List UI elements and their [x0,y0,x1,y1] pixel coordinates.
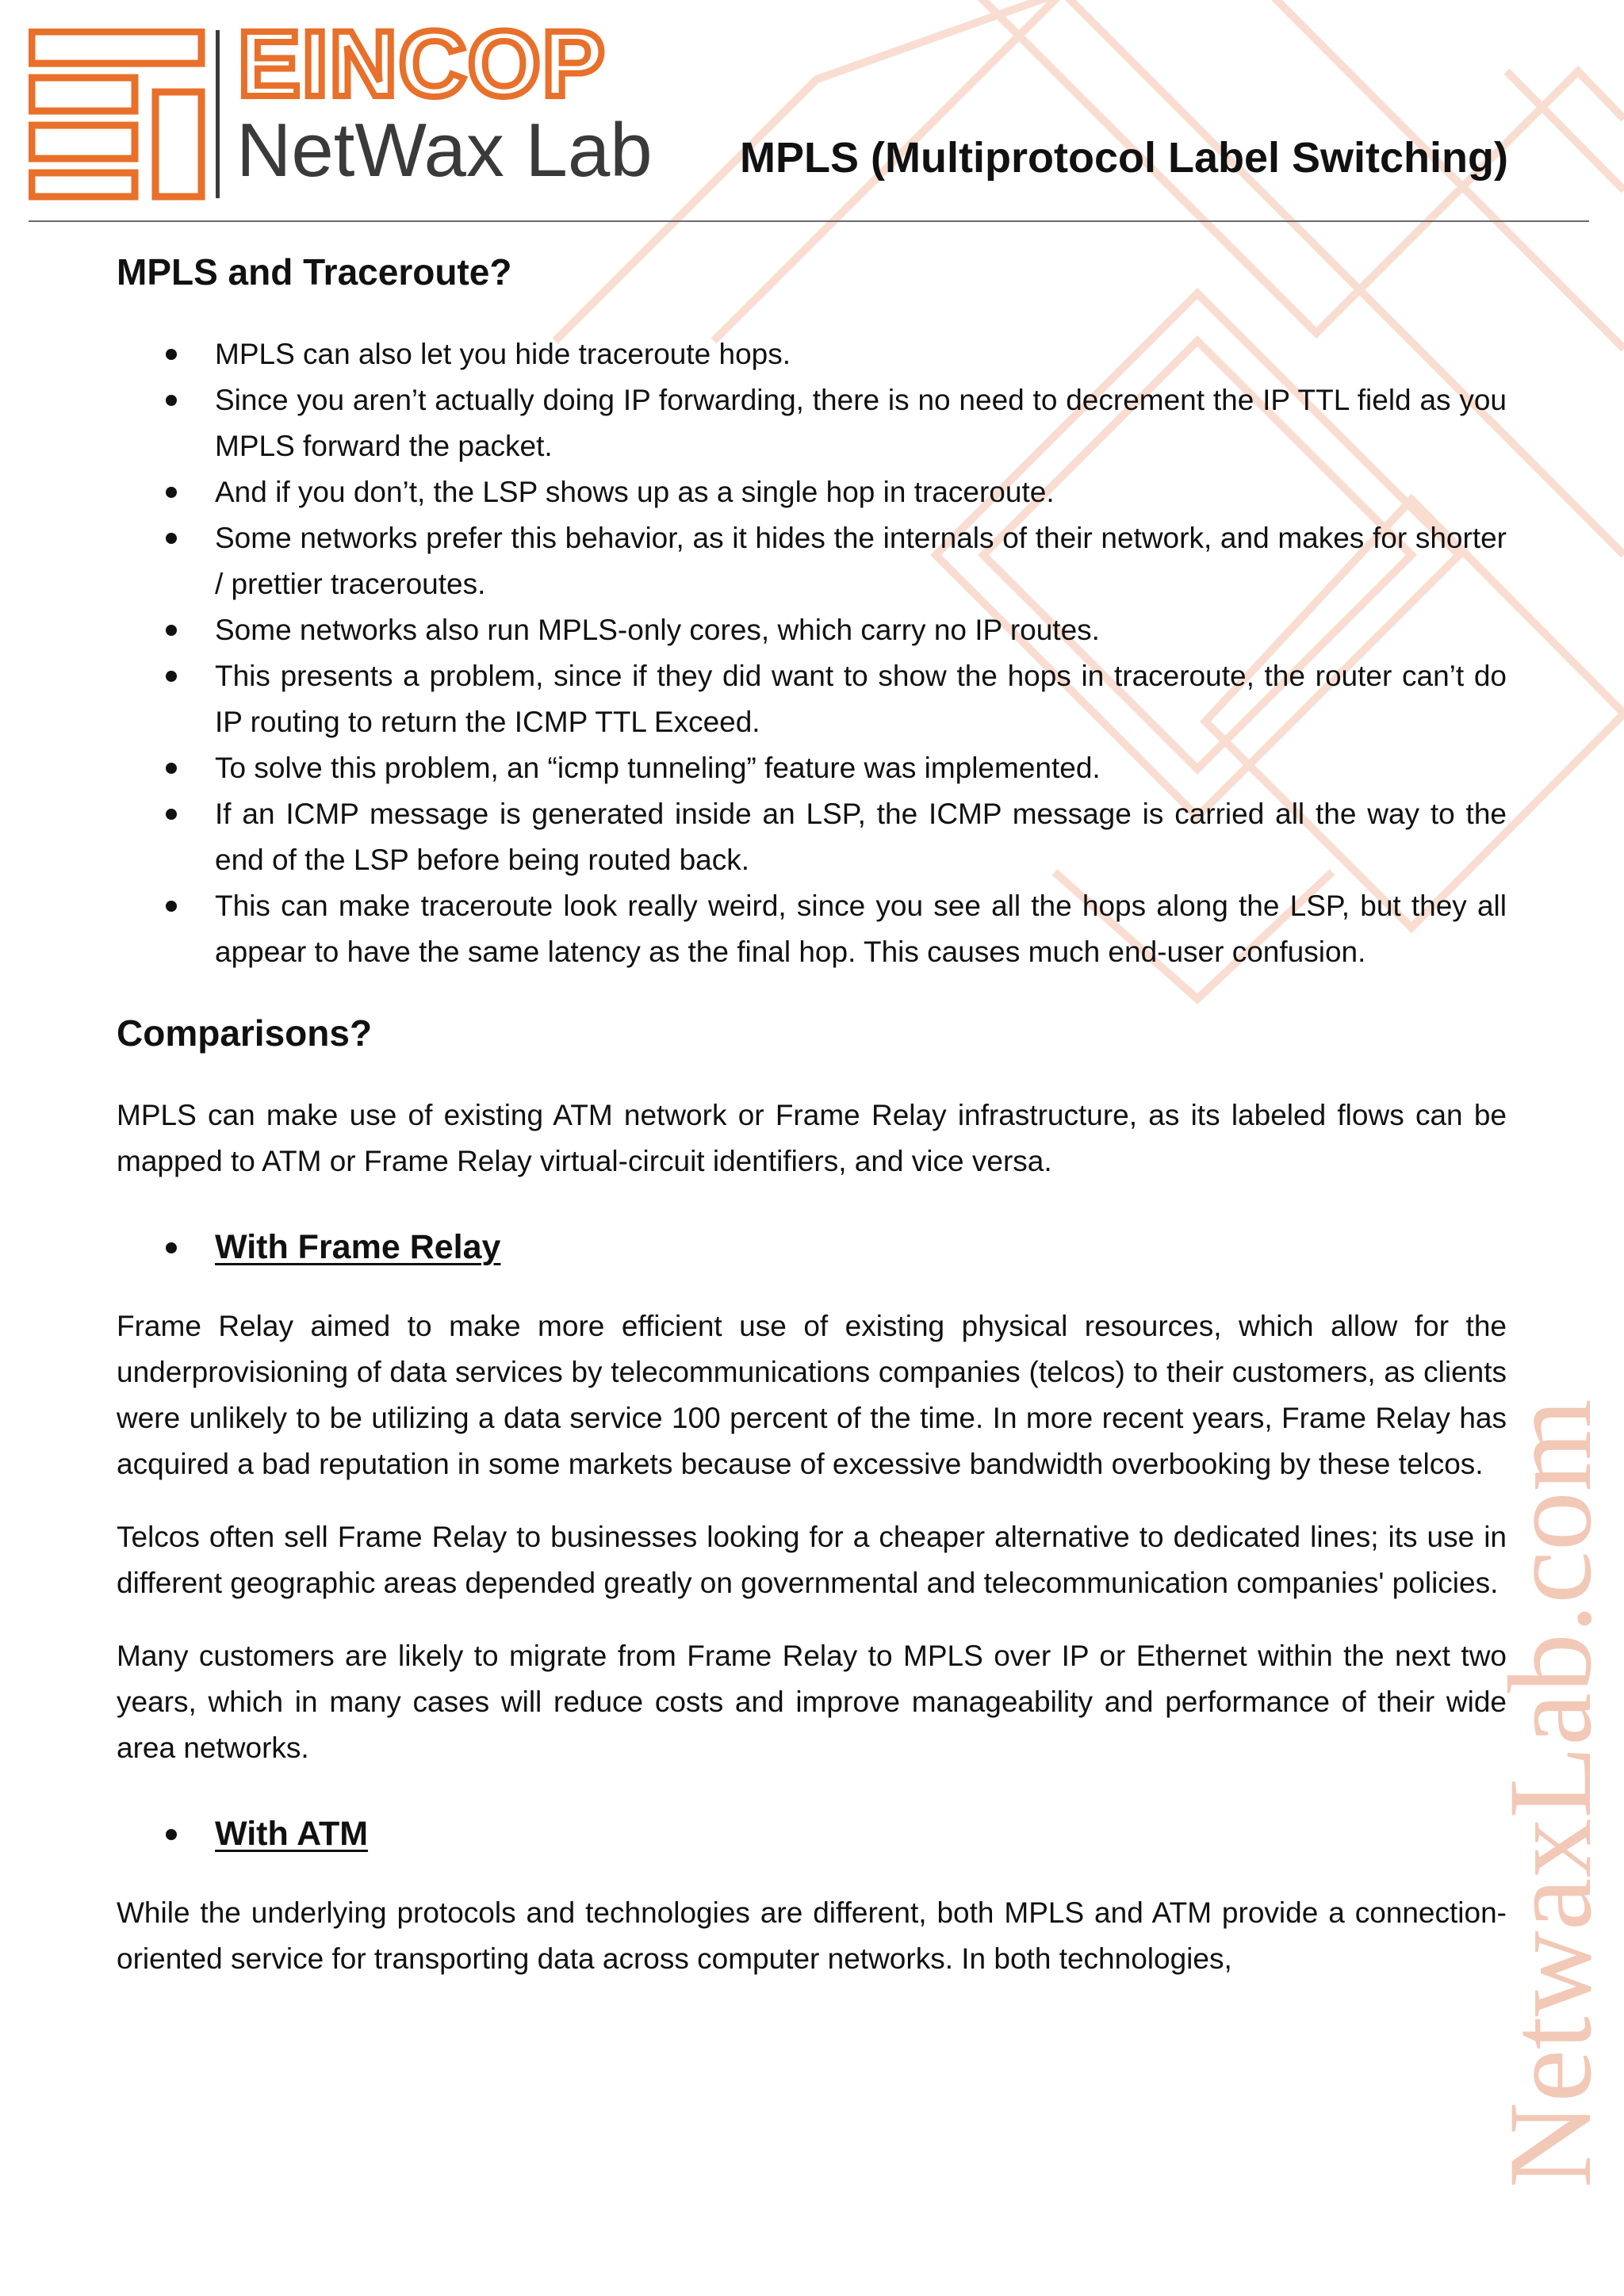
atm-paragraph: While the underlying protocols and technologies are different, both MPLS and ATM provide a connection-oriented service for transporting data across computer networks. In both technologies, [117,1896,1507,1975]
list-item: And if you don’t, the LSP shows up as a single hop in traceroute. [117,469,1507,515]
brand-subtitle: NetWax Lab [236,108,653,193]
subheading-frame-relay [117,1223,1507,1272]
brand-name: EINCOP [238,12,607,117]
watermark-text: NetwaxLab.com [1484,1399,1616,2188]
subheading-atm-text: With ATM [215,1814,369,1853]
header-divider [29,220,1589,222]
frame-relay-paragraph: Frame Relay aimed to make more efficient use of existing physical resources, which allow for the underprovisioning of data services by telecommunications companies (telcos) to their customers, as clients were unlikely to be utilizing a data service 100 percent of the time. In more recent years, Frame Relay has acquired a bad reputation in some markets because of excessive bandwidth overbooking by these telcos. [117,1309,1507,1480]
section-heading-comparisons: Comparisons? [117,1012,373,1054]
list-item: Some networks prefer this behavior, as it hides the internals of their network, and makes for shorter / prettier traceroutes. [117,515,1507,607]
list-item: To solve this problem, an “icmp tunneling” feature was implemented. [117,745,1507,791]
list-item: MPLS can also let you hide traceroute hops. [117,331,1507,377]
traceroute-bullet-list [117,331,1507,975]
list-item: If an ICMP message is generated inside an LSP, the ICMP message is carried all the way to the end of the LSP before being routed back. [117,791,1507,883]
frame-relay-paragraph: Telcos often sell Frame Relay to businesses looking for a cheaper alternative to dedicated lines; its use in different geographic areas depended greatly on governmental and telecommunication companies' policies. [117,1520,1507,1599]
comparisons-intro: MPLS can make use of existing ATM network or Frame Relay infrastructure, as its labeled flows can be mapped to ATM or Frame Relay virtual-circuit identifiers, and vice versa. [117,1098,1507,1177]
page-content [117,244,1507,2009]
list-item: This can make traceroute look really weird, since you see all the hops along the LSP, but they all appear to have the same latency as the final hop. This causes much end-user confusion. [117,883,1507,975]
subheading-atm [117,1809,1507,1858]
frame-relay-paragraph: Many customers are likely to migrate from Frame Relay to MPLS over IP or Ethernet within the next two years, which in many cases will reduce costs and improve manageability and performance of their wide area networks. [117,1639,1507,1764]
section-heading-traceroute: MPLS and Traceroute? [117,251,512,293]
document-title: MPLS (Multiprotocol Label Switching) [740,134,1508,182]
list-item: Some networks also run MPLS-only cores, which carry no IP routes. [117,607,1507,653]
subheading-frame-relay-text: With Frame Relay [215,1227,501,1266]
page-header [0,0,1624,230]
list-item: This presents a problem, since if they did want to show the hops in traceroute, the router can’t do IP routing to return the ICMP TTL Exceed. [117,653,1507,745]
list-item: Since you aren’t actually doing IP forwarding, there is no need to decrement the IP TTL field as you MPLS forward the packet. [117,377,1507,469]
